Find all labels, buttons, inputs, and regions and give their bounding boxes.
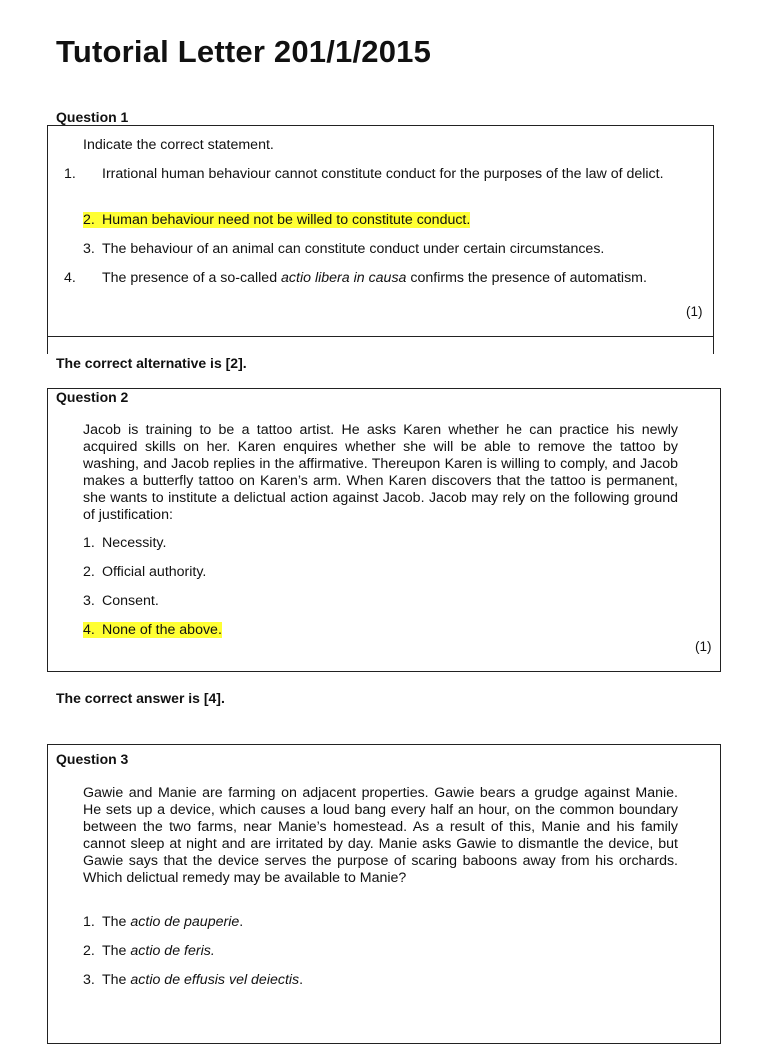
question-1-label: Question 1: [56, 109, 129, 125]
question-1-mark: (1): [686, 304, 703, 319]
question-3-scenario: Gawie and Manie are farming on adjacent properties. Gawie bears a grudge against Manie. He sets up a device, which causes a loud bang every half an hour, on the common boundary between the two farms, near Manie’s homestead. As a result of this, Manie and his family cannot sleep at night and are irritated by day. Manie asks Gawie to dismantle the device, but Gawie says that the device serves the purpose of scaring baboons away from his orchards. Which delictual remedy may be available to Manie?: [83, 785, 678, 886]
page-title: Tutorial Letter 201/1/2015: [56, 34, 432, 69]
q2-option-1: 1. Necessity.: [83, 535, 167, 551]
question-1-box: [47, 125, 714, 337]
q1-option-4: 4. The presence of a so-called actio libera in causa confirms the presence of automatism.: [64, 270, 647, 286]
question-2-scenario: Jacob is training to be a tattoo artist. He asks Karen whether he can practice his newly acquired skills on her. Karen enquires whether she will be able to remove the tattoo by washing, and Jacob replies in the affirmative. Thereupon Karen is willing to comply, and Jacob makes a butterfly tattoo on Karen’s arm. When Karen discovers that the tattoo is permanent, she wants to institute a delictual action against Jacob. Jacob may rely on the following ground of justification:: [83, 422, 678, 523]
question-1-prompt: Indicate the correct statement.: [83, 137, 274, 153]
q3-option-3: 3. The actio de effusis vel deiectis.: [83, 972, 304, 988]
q3-option-2: 2. The actio de feris.: [83, 943, 215, 959]
q1-option-3: 3. The behaviour of an animal can constitute conduct under certain circumstances.: [83, 241, 605, 257]
question-1-answer: The correct alternative is [2].: [56, 355, 247, 371]
q1-option-1: 1. Irrational human behaviour cannot constitute conduct for the purposes of the law of delict.: [64, 166, 664, 182]
box-edge-right: [713, 336, 714, 354]
box-edge-left: [47, 336, 48, 354]
q2-option-3: 3. Consent.: [83, 593, 159, 609]
question-2-answer: The correct answer is [4].: [56, 690, 225, 706]
q1-option-2-correct: 2. Human behaviour need not be willed to constitute conduct.: [83, 212, 471, 228]
q3-option-1: 1. The actio de pauperie.: [83, 914, 244, 930]
q2-option-4-correct: 4. None of the above.: [83, 622, 222, 638]
question-2-mark: (1): [695, 639, 712, 654]
question-3-label: Question 3: [56, 751, 129, 767]
q2-option-2: 2. Official authority.: [83, 564, 207, 580]
question-2-label: Question 2: [56, 389, 129, 405]
